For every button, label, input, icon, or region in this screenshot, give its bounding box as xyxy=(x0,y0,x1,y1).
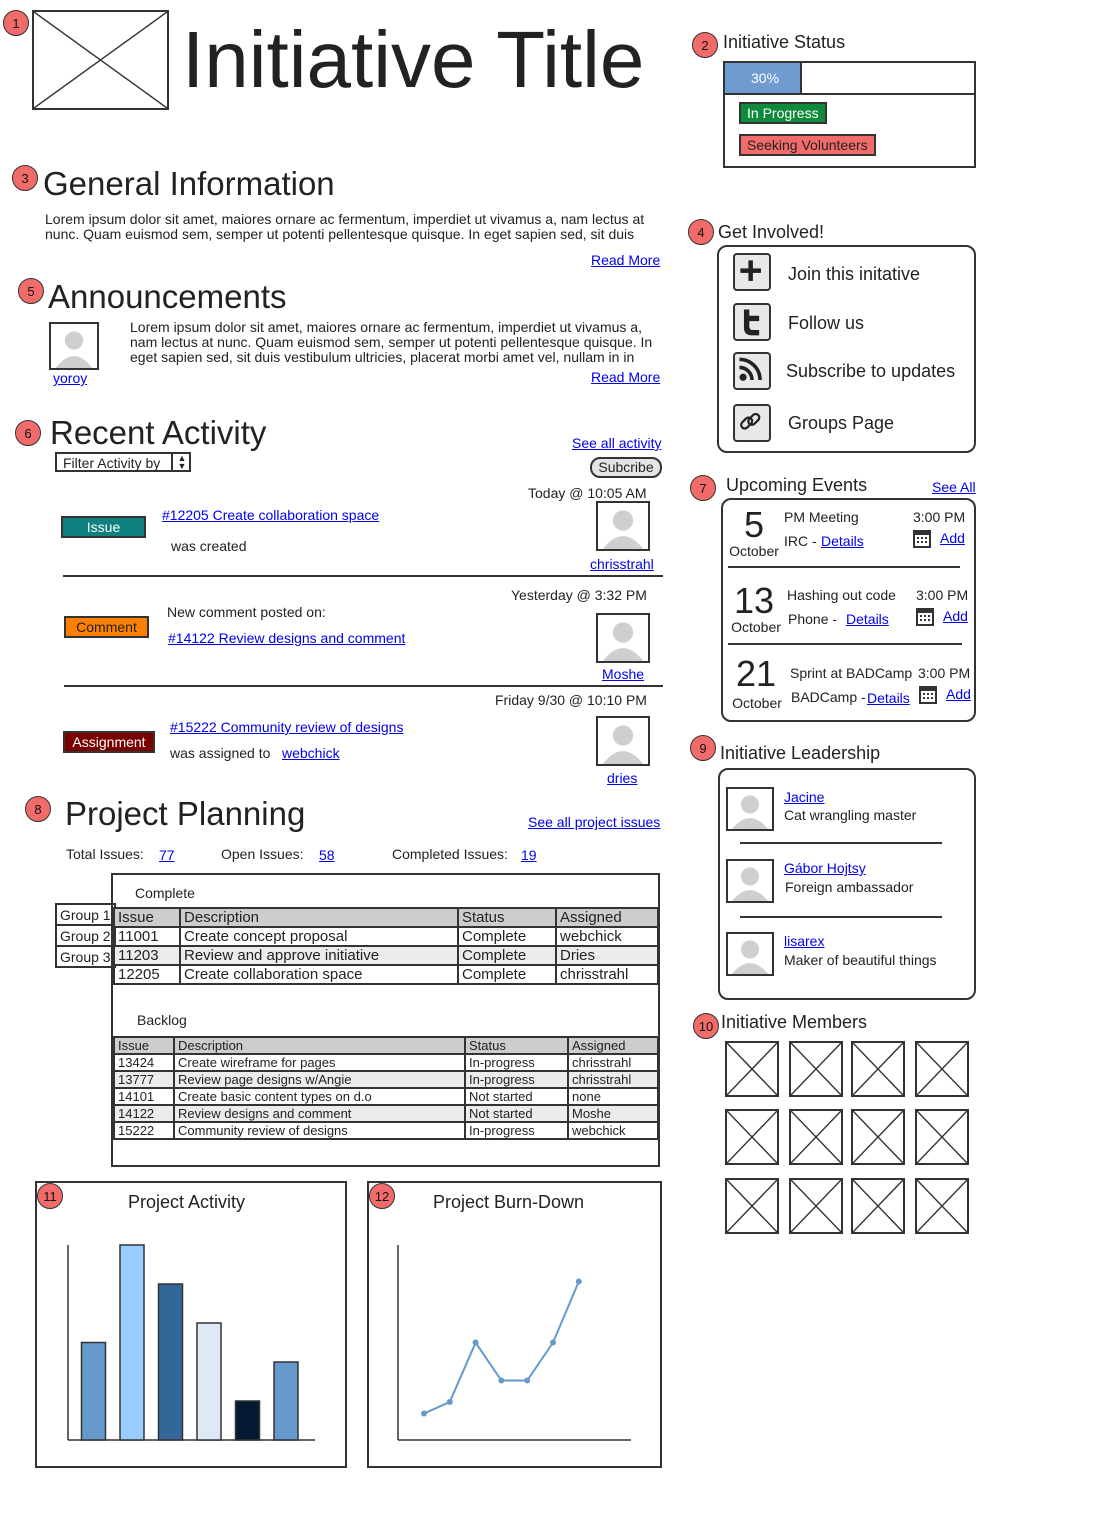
subscribe-updates-label: Subscribe to updates xyxy=(786,361,956,381)
chart-title: Project Activity xyxy=(128,1192,246,1212)
total-issues-link[interactable]: 77 xyxy=(159,847,175,863)
table-cell: chrisstrahl xyxy=(568,1071,658,1088)
progress-label: 30% xyxy=(751,70,780,86)
table-cell: webchick xyxy=(556,927,658,946)
get-involved-panel xyxy=(717,245,976,453)
divider xyxy=(728,566,960,568)
activity-user-link[interactable]: Moshe xyxy=(602,666,645,682)
event-name: PM Meeting xyxy=(784,509,859,525)
member-avatar-placeholder[interactable] xyxy=(851,1109,905,1165)
table-cell: Moshe xyxy=(568,1105,658,1122)
activity-timestamp: Friday 9/30 @ 10:10 PM xyxy=(495,692,647,708)
join-initiative-label: Join this initative xyxy=(788,264,921,284)
table-cell: 15222 xyxy=(114,1122,174,1139)
subscribe-button[interactable]: Subcribe xyxy=(590,457,662,478)
open-issues-label: Open Issues: xyxy=(221,846,304,862)
see-all-events-link[interactable]: See All xyxy=(932,479,976,495)
table-header-row xyxy=(114,908,658,927)
table-cell: 14122 xyxy=(114,1105,174,1122)
leader-role: Cat wrangling master xyxy=(784,807,917,823)
table-row[interactable] xyxy=(114,1054,658,1071)
total-issues-label: Total Issues: xyxy=(66,846,144,862)
members-title: Initiative Members xyxy=(721,1012,868,1032)
event-month: October xyxy=(729,543,779,559)
bar-3 xyxy=(159,1284,183,1440)
activity-issue-link[interactable]: #15222 Community review of designs xyxy=(170,719,404,735)
table-cell: Review designs and comment xyxy=(174,1105,465,1122)
status-badge-seeking-volunteers: Seeking Volunteers xyxy=(739,134,876,156)
event-details-link[interactable]: Details xyxy=(867,690,910,706)
column-header: Issue xyxy=(114,908,180,927)
see-all-issues-link[interactable]: See all project issues xyxy=(528,814,661,830)
table-cell: 12205 xyxy=(114,965,180,984)
group-tabs xyxy=(55,903,116,968)
activity-user-link[interactable]: chrisstrahl xyxy=(590,556,654,572)
column-header: Status xyxy=(465,1037,568,1054)
bar-2 xyxy=(120,1245,144,1440)
member-avatar-placeholder[interactable] xyxy=(789,1041,843,1097)
calendar-icon xyxy=(916,608,934,626)
rss-icon xyxy=(733,352,771,390)
status-title: Initiative Status xyxy=(723,32,846,52)
member-avatar-placeholder[interactable] xyxy=(851,1041,905,1097)
follow-us-label: Follow us xyxy=(788,313,865,333)
groups-page-button[interactable] xyxy=(731,401,966,445)
column-header: Description xyxy=(180,908,458,927)
stepper-icon: ▲ ▼ xyxy=(171,452,191,472)
point-2 xyxy=(447,1399,453,1405)
progress-bar xyxy=(725,63,974,95)
annotation-badge: 4 xyxy=(688,219,714,245)
point-7 xyxy=(576,1279,582,1285)
table-cell: Complete xyxy=(458,946,556,965)
member-avatar-placeholder[interactable] xyxy=(789,1109,843,1165)
point-6 xyxy=(550,1340,556,1346)
event-location: BADCamp - xyxy=(791,689,866,705)
status-badge-in-progress: In Progress xyxy=(739,102,827,124)
column-header: Description xyxy=(174,1037,465,1054)
table-row[interactable] xyxy=(114,965,658,984)
annotation-badge: 11 xyxy=(37,1183,63,1209)
table-cell: Dries xyxy=(556,946,658,965)
table-cell: 13424 xyxy=(114,1054,174,1071)
divider xyxy=(63,575,663,577)
event-month: October xyxy=(731,619,781,635)
completed-issues-link[interactable]: 19 xyxy=(521,847,537,863)
bar-1 xyxy=(82,1343,106,1441)
get-involved-title: Get Involved! xyxy=(718,222,825,242)
activity-issue-link[interactable]: #14122 Review designs and comment xyxy=(168,630,406,646)
annotation-badge: 5 xyxy=(18,278,44,304)
avatar xyxy=(49,322,99,370)
member-avatar-placeholder[interactable] xyxy=(915,1178,969,1234)
announcement-text: Lorem ipsum dolor sit amet, maiores ornare ac fermentum, imperdiet ut vivamus a, nam lectus at nunc. Quam euismod sem, semper ut potenti pellentesque quisque. In eget sapien sed, sit duis vestibulum ultricies, placerat morbi amet vel, nullam in in xyxy=(130,320,653,365)
tab-group-1[interactable]: Group 1 xyxy=(56,904,115,925)
table-cell: 14101 xyxy=(114,1088,174,1105)
chart-title: Project Burn-Down xyxy=(433,1192,585,1212)
activity-description: New comment posted on: xyxy=(167,604,326,620)
column-header: Assigned xyxy=(568,1037,658,1054)
avatar xyxy=(726,932,774,976)
member-avatar-placeholder[interactable] xyxy=(725,1178,779,1234)
leader-name-link[interactable]: Gábor Hojtsy xyxy=(784,860,866,876)
subscribe-updates-button[interactable] xyxy=(731,351,966,395)
table-row[interactable] xyxy=(114,1088,658,1105)
annotation-badge: 7 xyxy=(690,475,716,501)
table-cell: chrisstrahl xyxy=(556,965,658,984)
table-cell: Complete xyxy=(458,965,556,984)
project-planning-title: Project Planning xyxy=(65,795,306,832)
assigned-user-link[interactable]: webchick xyxy=(282,745,340,761)
burndown-line xyxy=(424,1282,579,1414)
table-cell: 13777 xyxy=(114,1071,174,1088)
follow-us-button[interactable] xyxy=(731,301,966,345)
general-info-title: General Information xyxy=(43,165,335,202)
activity-issue-link[interactable]: #12205 Create collaboration space xyxy=(162,507,380,523)
divider xyxy=(740,916,942,918)
table-row[interactable] xyxy=(114,946,658,965)
annotation-badge: 8 xyxy=(25,796,51,822)
activity-description: was created xyxy=(171,538,247,554)
project-burndown-chart xyxy=(385,1230,645,1450)
avatar xyxy=(726,859,774,903)
leadership-title: Initiative Leadership xyxy=(720,743,881,763)
annotation-badge: 9 xyxy=(690,735,716,761)
avatar xyxy=(726,787,774,831)
point-5 xyxy=(524,1378,530,1384)
event-day: 13 xyxy=(733,580,775,621)
annotation-badge: 2 xyxy=(692,32,718,58)
activity-timestamp: Yesterday @ 3:32 PM xyxy=(511,587,647,603)
table-cell: chrisstrahl xyxy=(568,1054,658,1071)
annotation-badge: 10 xyxy=(693,1013,719,1039)
activity-user-link[interactable]: dries xyxy=(607,770,638,786)
table-row[interactable] xyxy=(114,927,658,946)
event-add-link[interactable]: Add xyxy=(943,608,968,624)
table-cell: Not started xyxy=(465,1105,568,1122)
table-cell: Complete xyxy=(458,927,556,946)
join-initiative-button[interactable] xyxy=(731,251,966,295)
recent-activity-title: Recent Activity xyxy=(50,414,267,451)
calendar-icon xyxy=(913,530,931,548)
table-cell: Review and approve initiative xyxy=(180,946,458,965)
member-avatar-placeholder[interactable] xyxy=(915,1109,969,1165)
table-cell: Create collaboration space xyxy=(180,965,458,984)
point-3 xyxy=(473,1340,479,1346)
table-cell: Create wireframe for pages xyxy=(174,1054,465,1071)
table-cell: In-progress xyxy=(465,1122,568,1139)
table-cell: Review page designs w/Angie xyxy=(174,1071,465,1088)
event-day: 5 xyxy=(743,504,765,545)
complete-table-title: Complete xyxy=(135,885,195,901)
table-cell: 11203 xyxy=(114,946,180,965)
open-issues-link[interactable]: 58 xyxy=(319,847,335,863)
activity-timestamp: Today @ 10:05 AM xyxy=(528,485,647,501)
event-details-link[interactable]: Details xyxy=(821,533,864,549)
event-time: 3:00 PM xyxy=(913,509,966,525)
general-info-text: Lorem ipsum dolor sit amet, maiores ornare ac fermentum, imperdiet ut vivamus a, nam lectus at nunc. Quam euismod sem, semper ut potenti pellentesque quisque. In eget sapien sed, sit duis xyxy=(45,212,645,242)
table-cell: In-progress xyxy=(465,1071,568,1088)
member-avatar-placeholder[interactable] xyxy=(725,1109,779,1165)
status-panel xyxy=(723,61,976,168)
divider xyxy=(740,842,942,844)
complete-issues-table xyxy=(113,907,659,985)
member-avatar-placeholder[interactable] xyxy=(851,1178,905,1234)
activity-type-badge: Assignment xyxy=(63,731,155,753)
plus-icon xyxy=(733,253,771,291)
bar-4 xyxy=(197,1323,221,1440)
completed-issues-label: Completed Issues: xyxy=(392,846,508,862)
table-cell: Create basic content types on d.o xyxy=(174,1088,465,1105)
event-month: October xyxy=(732,695,782,711)
tab-group-2[interactable]: Group 2 xyxy=(56,925,115,946)
point-4 xyxy=(498,1378,504,1384)
table-cell: 11001 xyxy=(114,927,180,946)
event-time: 3:00 PM xyxy=(918,665,971,681)
page-title: Initiative Title xyxy=(182,15,645,104)
event-add-link[interactable]: Add xyxy=(946,686,971,702)
event-name: Hashing out code xyxy=(787,587,896,603)
event-name: Sprint at BADCamp xyxy=(790,665,913,681)
column-header: Issue xyxy=(114,1037,174,1054)
groups-page-label: Groups Page xyxy=(788,413,895,433)
general-read-more-link[interactable]: Read More xyxy=(591,252,661,268)
avatar xyxy=(596,501,650,551)
table-cell: In-progress xyxy=(465,1054,568,1071)
divider xyxy=(64,685,663,687)
link-icon xyxy=(733,404,771,442)
annotation-badge: 6 xyxy=(15,420,41,446)
member-avatar-placeholder[interactable] xyxy=(915,1041,969,1097)
annotation-badge: 12 xyxy=(369,1183,395,1209)
bar-6 xyxy=(274,1362,298,1440)
member-avatar-placeholder[interactable] xyxy=(725,1041,779,1097)
filter-activity-select[interactable] xyxy=(55,452,191,472)
backlog-table-title: Backlog xyxy=(137,1012,187,1028)
table-cell: Not started xyxy=(465,1088,568,1105)
event-time: 3:00 PM xyxy=(916,587,969,603)
table-cell: webchick xyxy=(568,1122,658,1139)
avatar xyxy=(596,613,650,663)
annotation-badge: 1 xyxy=(3,10,29,36)
tab-group-3[interactable]: Group 3 xyxy=(56,946,115,967)
bar-5 xyxy=(236,1401,260,1440)
project-activity-chart xyxy=(55,1230,325,1450)
announcement-author-link[interactable]: yoroy xyxy=(53,370,88,386)
leader-role: Foreign ambassador xyxy=(785,879,914,895)
calendar-icon xyxy=(919,686,937,704)
event-details-link[interactable]: Details xyxy=(846,611,889,627)
event-location: Phone - xyxy=(788,611,841,627)
avatar xyxy=(596,716,650,766)
member-avatar-placeholder[interactable] xyxy=(789,1178,843,1234)
leader-name-link[interactable]: lisarex xyxy=(784,933,825,949)
upcoming-events-title: Upcoming Events xyxy=(726,475,868,495)
activity-description: was assigned to xyxy=(170,745,271,761)
table-cell: Create concept proposal xyxy=(180,927,458,946)
divider xyxy=(728,643,962,645)
event-add-link[interactable]: Add xyxy=(940,530,965,546)
filter-activity-label: Filter Activity by xyxy=(63,455,161,471)
announcement-read-more-link[interactable]: Read More xyxy=(591,369,661,385)
initiative-logo-placeholder xyxy=(32,10,169,110)
backlog-issues-table xyxy=(113,1036,659,1140)
leader-role: Maker of beautiful things xyxy=(784,952,937,968)
leader-name-link[interactable]: Jacine xyxy=(784,789,825,805)
activity-type-badge: Issue xyxy=(61,516,146,538)
table-header-row xyxy=(114,1037,658,1054)
announcements-title: Announcements xyxy=(48,278,287,315)
event-location: IRC - xyxy=(784,533,821,549)
table-row[interactable] xyxy=(114,1122,658,1139)
table-row[interactable] xyxy=(114,1105,658,1122)
table-cell: Community review of designs xyxy=(174,1122,465,1139)
table-cell: none xyxy=(568,1088,658,1105)
table-row[interactable] xyxy=(114,1071,658,1088)
see-all-activity-link[interactable]: See all activity xyxy=(572,435,662,451)
column-header: Status xyxy=(458,908,556,927)
activity-type-badge: Comment xyxy=(64,616,149,638)
twitter-icon xyxy=(733,303,771,341)
point-1 xyxy=(421,1411,427,1417)
annotation-badge: 3 xyxy=(12,165,38,191)
event-day: 21 xyxy=(735,653,777,694)
column-header: Assigned xyxy=(556,908,658,927)
